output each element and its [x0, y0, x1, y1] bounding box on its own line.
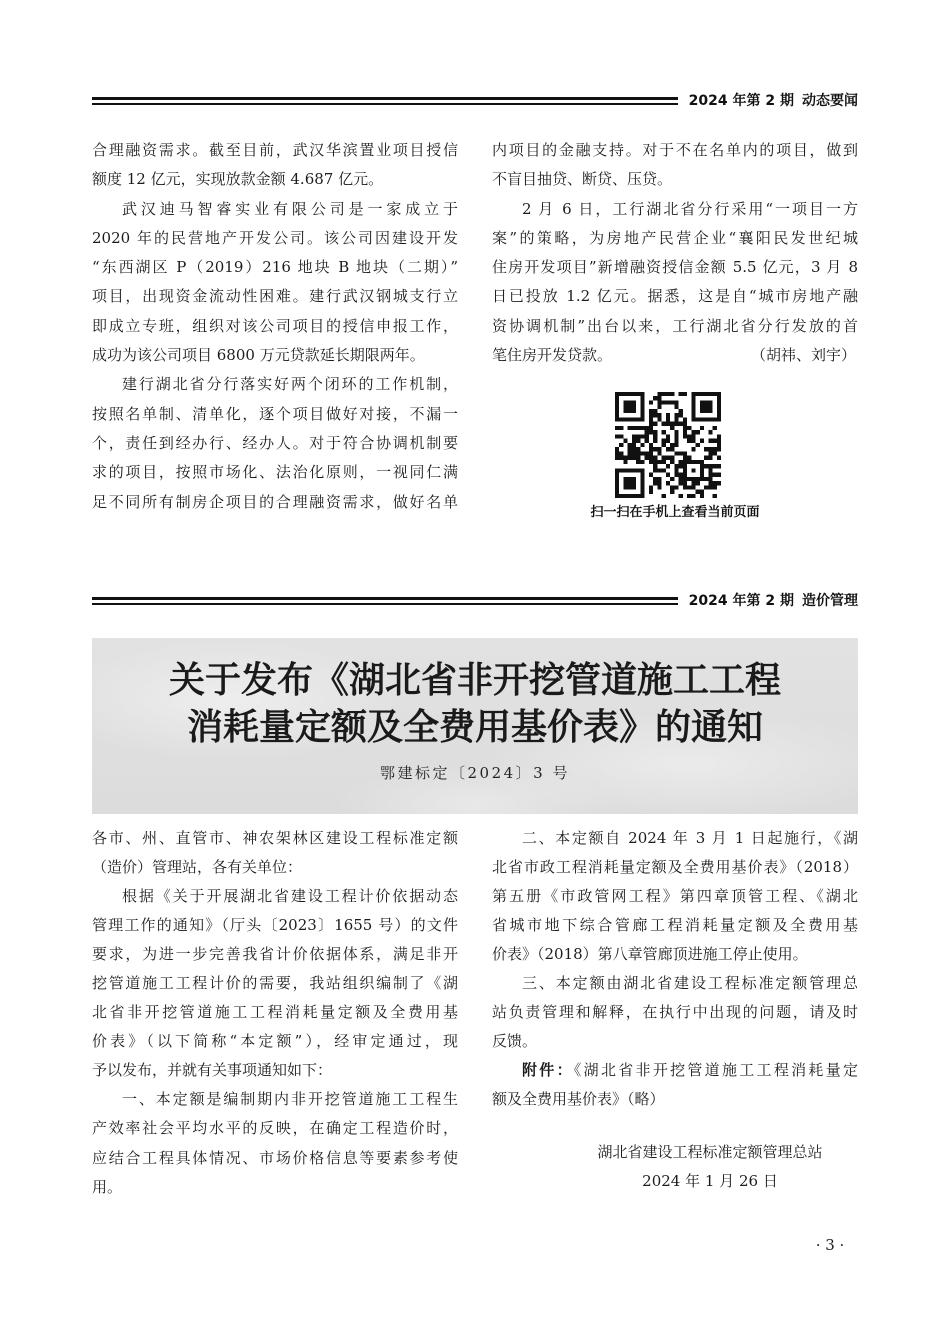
- article-right-column: [492, 136, 858, 370]
- article-line: 日已投放 1.2 亿元。据悉，这是自“城市房地产融: [492, 287, 858, 306]
- attachment-text: 《湖北省非开挖管道施工工程消耗量定: [573, 1061, 858, 1080]
- notice-line: 管理工作的通知》（厅头〔2023〕1655 号）的文件: [92, 915, 458, 934]
- masthead-rule-thick: [92, 597, 678, 600]
- signature-block: [560, 1138, 860, 1196]
- notice-line: 价表》（以下简称“本定额”），经审定通过，现: [92, 1032, 458, 1051]
- notice-title-line: 消耗量定额及全费用基价表》的通知: [186, 706, 763, 748]
- article-line: 按照名单制、清单化，逐个项目做好对接，不漏一: [92, 404, 458, 423]
- notice-line: （造价）管理站，各有关单位：: [92, 857, 303, 876]
- article-line: 即成立专班，组织对该公司项目的授信申报工作，: [92, 316, 458, 335]
- qr-code[interactable]: [615, 392, 721, 498]
- masthead-label: [689, 92, 858, 110]
- masthead-rule-thick: [92, 97, 678, 100]
- notice-title-box: [92, 638, 858, 814]
- notice-line: 要求，为进一步完善我省计价依据体系，满足非开: [92, 944, 458, 963]
- article-line: 资协调机制”出台以来，工行湖北省分行发放的首: [492, 316, 858, 335]
- attachment-label: 附件：: [522, 1061, 574, 1080]
- article-line: 笔住房开发贷款。: [492, 346, 613, 365]
- qr-caption: 扫一扫在手机上查看当前页面: [590, 504, 760, 519]
- article-line: 不盲目抽贷、断贷、压贷。: [492, 170, 673, 189]
- notice-line: 应结合工程具体情况、市场价格信息等要素参考使: [92, 1148, 458, 1167]
- article-line: 项目，出现资金流动性困难。建行武汉钢城支行立: [92, 287, 458, 306]
- signature-date: 2024 年 1 月 26 日: [642, 1171, 778, 1190]
- signature-organization: 湖北省建设工程标准定额管理总站: [597, 1142, 823, 1161]
- article-line: 成功为该公司项目 6800 万元贷款延长期限两年。: [92, 346, 425, 365]
- notice-line: 额及全费用基价表》（略）: [492, 1090, 665, 1109]
- article-final-line: [492, 341, 858, 370]
- article-line: 个，责任到经办行、经办人。对于符合协调机制要: [92, 433, 458, 452]
- notice-left-column: [92, 824, 458, 1202]
- author-credit: （胡祎、刘宇）: [750, 346, 856, 365]
- notice-line: 站负责管理和解释，在执行中出现的问题，请及时: [492, 1003, 858, 1022]
- masthead-rule-thin: [92, 103, 678, 105]
- article-line: 建行湖北省分行落实好两个闭环的工作机制，: [122, 375, 458, 394]
- masthead-top: [92, 92, 858, 110]
- notice-title-line: 关于发布《湖北省非开挖管道施工工程: [168, 659, 781, 701]
- issue-label: 2024 年第 2 期: [688, 593, 794, 609]
- notice-line: 挖管道施工工程计价的需要，我站组织编制了《湖: [92, 973, 458, 992]
- notice-line: 三、本定额由湖北省建设工程标准定额管理总: [522, 973, 858, 992]
- notice-line: 予以发布，并就有关事项通知如下：: [92, 1061, 333, 1080]
- notice-line: 北省市政工程消耗量定额及全费用基价表》（2018）: [492, 857, 858, 876]
- notice-line: 反馈。: [492, 1032, 538, 1051]
- article-line: 足不同所有制房企项目的合理融资需求，做好名单: [92, 492, 458, 511]
- article-line: 内项目的金融支持。对于不在名单内的项目，做到: [492, 141, 858, 159]
- notice-line: 各市、州、直管市、神农架林区建设工程标准定额: [92, 828, 458, 847]
- page-number: · 3 ·: [815, 1236, 845, 1254]
- article-line: “东西湖区 P（2019）216 地块 B 地块（二期）”: [92, 258, 458, 277]
- document-number: 鄂建标定〔2024〕3 号: [380, 764, 570, 782]
- article-line: 求的项目，按照市场化、法治化原则，一视同仁满: [92, 463, 458, 482]
- notice-line: 第五册《市政管网工程》第四章顶管工程、《湖北: [492, 886, 858, 905]
- article-line: 合理融资需求。截至目前，武汉华滨置业项目授信: [92, 141, 458, 159]
- article-line: 武汉迪马智睿实业有限公司是一家成立于: [122, 199, 458, 218]
- masthead-mid: [92, 592, 858, 610]
- masthead-label: [689, 592, 858, 610]
- notice-line: 省城市地下综合管廊工程消耗量定额及全费用基: [492, 915, 858, 934]
- article-line: 2 月 6 日，工行湖北省分行采用“一项目一方: [522, 199, 858, 218]
- masthead-rule-thin: [92, 603, 678, 605]
- article-left-column: [92, 136, 458, 517]
- notice-line: 一、本定额是编制期内非开挖管道施工工程生: [122, 1090, 458, 1109]
- article-line: 额度 12 亿元，实现放款金额 4.687 亿元。: [92, 170, 384, 189]
- section-label: 动态要闻: [802, 93, 858, 109]
- notice-line: 价表》（2018）第八章管廊顶进施工停止使用。: [492, 944, 808, 963]
- notice-line: 北省非开挖管道施工工程消耗量定额及全费用基: [92, 1003, 458, 1022]
- section-label: 造价管理: [802, 593, 858, 609]
- issue-label: 2024 年第 2 期: [688, 93, 794, 109]
- notice-line: 产效率社会平均水平的反映，在确定工程造价时，: [92, 1119, 458, 1138]
- article-line: 2020 年的民营地产开发公司。该公司因建设开发: [92, 228, 458, 247]
- attachment-line: [492, 1056, 858, 1085]
- notice-line: 用。: [92, 1177, 123, 1196]
- notice-line: 二、本定额自 2024 年 3 月 1 日起施行，《湖: [522, 828, 858, 847]
- notice-line: 根据《关于开展湖北省建设工程计价依据动态: [122, 886, 458, 905]
- article-line: 案”的策略，为房地产民营企业“襄阳民发世纪城: [492, 228, 858, 247]
- notice-right-column: [492, 824, 858, 1115]
- article-line: 住房开发项目”新增融资授信金额 5.5 亿元，3 月 8: [492, 258, 858, 277]
